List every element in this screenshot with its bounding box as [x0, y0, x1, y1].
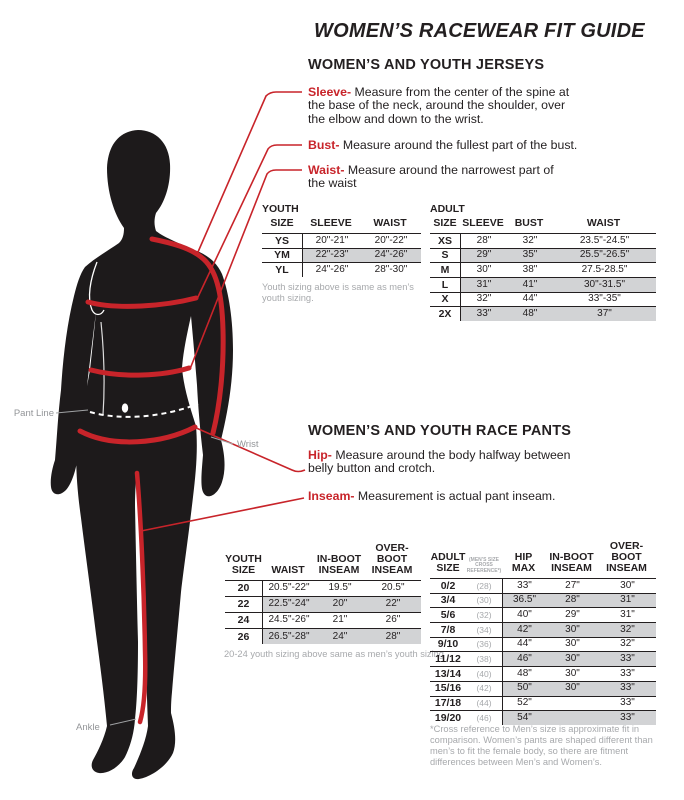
table-cell: 38" — [522, 263, 538, 275]
table-cell: 24"-26" — [315, 263, 349, 275]
table-row — [430, 710, 656, 725]
table-cell: YM — [262, 249, 303, 263]
table-cell: 31" — [620, 608, 635, 620]
table-cell: 44" — [522, 293, 538, 305]
table-row — [430, 306, 656, 321]
bust-measure-text — [308, 139, 618, 152]
table-cell: 44" — [517, 638, 532, 650]
table-cell: 5/6 — [440, 608, 456, 621]
table-cell: 30" — [620, 579, 635, 591]
table-row — [430, 292, 656, 307]
table-row — [225, 596, 421, 612]
column-header: IN-BOOT INSEAM — [549, 551, 594, 574]
table-row — [430, 637, 656, 652]
table-cell: 29" — [565, 608, 580, 620]
table-cell: 30" — [565, 667, 580, 679]
table-row — [430, 262, 656, 277]
table-cell: 37" — [553, 307, 656, 321]
table-row — [430, 593, 656, 608]
table-cell: L — [430, 278, 461, 292]
table-cell: 50" — [503, 682, 546, 696]
table-cell: 23.5"-24.5" — [579, 234, 630, 246]
table-cell: 30"-31.5" — [553, 278, 656, 292]
table-cell: 28" — [546, 594, 599, 608]
table-row — [430, 696, 656, 711]
table-cell: 33" — [517, 579, 532, 591]
table-label: YOUTH — [262, 203, 299, 215]
table-cell: 31" — [599, 594, 656, 608]
table-cell: 26 — [225, 629, 263, 644]
table-cell: 11/12 — [435, 653, 461, 666]
table-cell: 48" — [507, 307, 553, 321]
table-cell: (42) — [466, 682, 503, 696]
table-row — [262, 233, 421, 248]
column-header: SIZE — [433, 217, 457, 229]
youth-pants-table — [225, 543, 421, 644]
jerseys-section-heading: WOMEN’S AND YOUTH JERSEYS — [308, 57, 545, 73]
table-cell: S — [430, 249, 461, 263]
table-cell: 20 — [225, 581, 263, 596]
table-cell: 33" — [461, 307, 507, 321]
table-body — [225, 580, 421, 644]
column-header: WAIST — [586, 217, 621, 229]
table-cell: (32) — [466, 608, 503, 622]
table-cell: (30) — [466, 594, 503, 608]
table-cell: 21" — [332, 614, 348, 626]
table-cell: 30" — [546, 623, 599, 637]
table-cell: 13/14 — [434, 667, 462, 680]
sleeve-desc: Measure from the center of the spine at the base of the neck, around the shoulder, over the elbow and down to the wrist. — [308, 85, 570, 126]
table-cell: 41" — [507, 278, 553, 292]
table-cell: 9/10 — [437, 638, 459, 651]
table-cell: 24.5"-26" — [268, 614, 310, 626]
cross-reference-footnote: *Cross reference to Men’s size is approximate fit in comparison. Women’s pants are shaped different than men’s to fit the female body, so there are fitment differences between Men’s and Women’s. — [430, 724, 653, 767]
table-cell: (36) — [466, 638, 503, 652]
column-header: SIZE — [270, 217, 294, 229]
table-cell — [546, 711, 599, 725]
table-cell: 22"-23" — [303, 249, 361, 263]
column-header: ADULT SIZE — [430, 551, 466, 574]
table-cell: 52" — [517, 697, 532, 709]
table-cell: YL — [262, 263, 303, 277]
table-cell: (28) — [466, 579, 503, 593]
table-cell: 35" — [507, 249, 553, 263]
hip-measure-text — [308, 449, 580, 476]
table-row — [225, 580, 421, 596]
table-row — [430, 681, 656, 696]
pants-section-heading: WOMEN’S AND YOUTH RACE PANTS — [308, 423, 572, 439]
pant-line-label: Pant Line — [13, 408, 54, 419]
table-body — [430, 578, 656, 725]
column-header: SLEEVE — [310, 217, 352, 229]
table-cell: 33"-35" — [588, 293, 621, 305]
table-cell: 0/2 — [440, 579, 456, 592]
adult-jersey-table — [430, 203, 656, 321]
table-cell: YS — [262, 234, 303, 248]
bust-desc: Measure around the fullest part of the bust. — [342, 138, 578, 152]
table-cell: 30" — [565, 638, 580, 650]
table-body — [262, 233, 421, 277]
youth-jersey-note: Youth sizing above is same as men’s youth sizing. — [262, 282, 414, 303]
table-cell: 20.5" — [381, 582, 405, 594]
table-row — [430, 277, 656, 292]
hip-term: Hip- — [308, 448, 332, 462]
table-row — [225, 612, 421, 628]
table-cell: (38) — [466, 652, 503, 666]
youth-jersey-table — [262, 203, 421, 277]
table-cell: 32" — [620, 638, 635, 650]
table-header-row — [225, 543, 421, 580]
column-header: IN-BOOT INSEAM — [316, 553, 362, 576]
table-cell: XS — [430, 234, 461, 248]
table-header-row — [430, 541, 656, 578]
inseam-term: Inseam- — [308, 489, 355, 503]
table-cell: 7/8 — [440, 623, 456, 636]
table-cell: 27" — [565, 579, 580, 591]
table-cell: 26.5"-28" — [263, 629, 315, 644]
table-cell: 40" — [517, 608, 532, 620]
table-cell: 30" — [476, 263, 492, 275]
table-cell — [546, 697, 599, 711]
table-row — [430, 666, 656, 681]
table-cell: 20" — [315, 597, 365, 612]
table-cell: 27.5-28.5" — [581, 263, 628, 275]
column-header: SLEEVE — [462, 217, 504, 229]
table-cell: 30" — [546, 682, 599, 696]
table-label: ADULT — [430, 203, 465, 215]
table-cell: 33" — [620, 667, 635, 679]
table-cell: 3/4 — [440, 594, 456, 607]
table-row — [430, 248, 656, 263]
table-cell: 28" — [476, 234, 492, 246]
hip-desc: Measure around the body halfway between belly button and crotch. — [308, 448, 571, 476]
column-header: YOUTH SIZE — [225, 553, 262, 576]
table-cell: 22" — [365, 597, 421, 612]
waist-desc: Measure around the narrowest part of the waist — [308, 163, 554, 191]
table-row — [430, 578, 656, 593]
table-cell: 48" — [517, 667, 532, 679]
table-cell: 32" — [522, 234, 538, 246]
table-cell: 2X — [430, 307, 461, 321]
table-cell: (34) — [466, 623, 503, 637]
bust-term: Bust- — [308, 138, 340, 152]
adult-pants-table — [430, 541, 656, 725]
table-row — [430, 651, 656, 666]
table-cell: 31" — [461, 278, 507, 292]
table-cell: 46" — [503, 652, 546, 666]
waist-measure-text — [308, 164, 556, 191]
table-cell: X — [430, 293, 461, 307]
table-row — [430, 607, 656, 622]
waist-term: Waist- — [308, 163, 345, 177]
wrist-label: Wrist — [237, 439, 259, 450]
table-cell: (46) — [466, 711, 503, 725]
table-cell: 24"-26" — [361, 249, 421, 263]
table-cell: 42" — [503, 623, 546, 637]
table-row — [430, 622, 656, 637]
table-cell: 22.5"-24" — [263, 597, 315, 612]
table-cell: 19/20 — [434, 711, 462, 724]
table-cell: (44) — [466, 697, 503, 711]
table-cell: 32" — [599, 623, 656, 637]
inseam-measure-text — [308, 490, 618, 503]
table-cell: 54" — [503, 711, 546, 725]
column-header: OVER-BOOT INSEAM — [606, 540, 647, 574]
column-header: OVER-BOOT INSEAM — [371, 542, 413, 576]
table-row — [225, 628, 421, 644]
table-cell: 30" — [546, 652, 599, 666]
column-header: WAIST — [373, 217, 407, 229]
table-cell: 20"-21" — [315, 234, 349, 246]
table-cell: 36.5" — [503, 594, 546, 608]
table-body — [430, 233, 656, 321]
table-cell: 33" — [599, 711, 656, 725]
table-cell: 33" — [599, 652, 656, 666]
column-header: BUST — [514, 217, 544, 229]
table-cell: 25.5"-26.5" — [553, 249, 656, 263]
table-header-row — [430, 218, 656, 233]
column-header: HIP MAX — [511, 551, 536, 574]
table-cell: 28" — [365, 629, 421, 644]
table-cell: 22 — [225, 597, 263, 612]
table-cell: 15/16 — [434, 682, 462, 695]
table-cell: 32" — [476, 293, 492, 305]
page-title: WOMEN’S RACEWEAR FIT GUIDE — [314, 20, 645, 42]
column-header: WAIST — [271, 564, 305, 576]
table-header-row — [262, 218, 421, 233]
table-cell: 24 — [225, 613, 263, 628]
table-cell: 33" — [620, 697, 635, 709]
sleeve-measure-text — [308, 86, 570, 126]
inseam-desc: Measurement is actual pant inseam. — [357, 489, 556, 503]
sleeve-term: Sleeve- — [308, 85, 352, 99]
youth-pants-note: 20-24 youth sizing above same as men’s youth sizing — [224, 649, 444, 659]
ankle-label: Ankle — [76, 722, 100, 733]
table-cell: 24" — [315, 629, 365, 644]
column-header-mens-cross-reference: (MEN’S SIZE CROSS REFERENCE*) — [466, 556, 502, 574]
body-silhouette — [51, 130, 233, 779]
table-row — [262, 248, 421, 263]
table-cell: 29" — [461, 249, 507, 263]
table-cell: 19.5" — [328, 582, 352, 594]
table-row — [430, 233, 656, 248]
table-cell: (40) — [466, 667, 503, 681]
table-cell: 20"-22" — [374, 234, 408, 246]
table-row — [262, 262, 421, 277]
table-cell: 20.5"-22" — [268, 582, 310, 594]
table-cell: 17/18 — [434, 697, 462, 710]
table-cell: 28"-30" — [374, 263, 408, 275]
table-cell: 26" — [385, 614, 401, 626]
belly-button — [122, 403, 128, 412]
table-cell: M — [430, 263, 461, 277]
table-cell: 33" — [599, 682, 656, 696]
